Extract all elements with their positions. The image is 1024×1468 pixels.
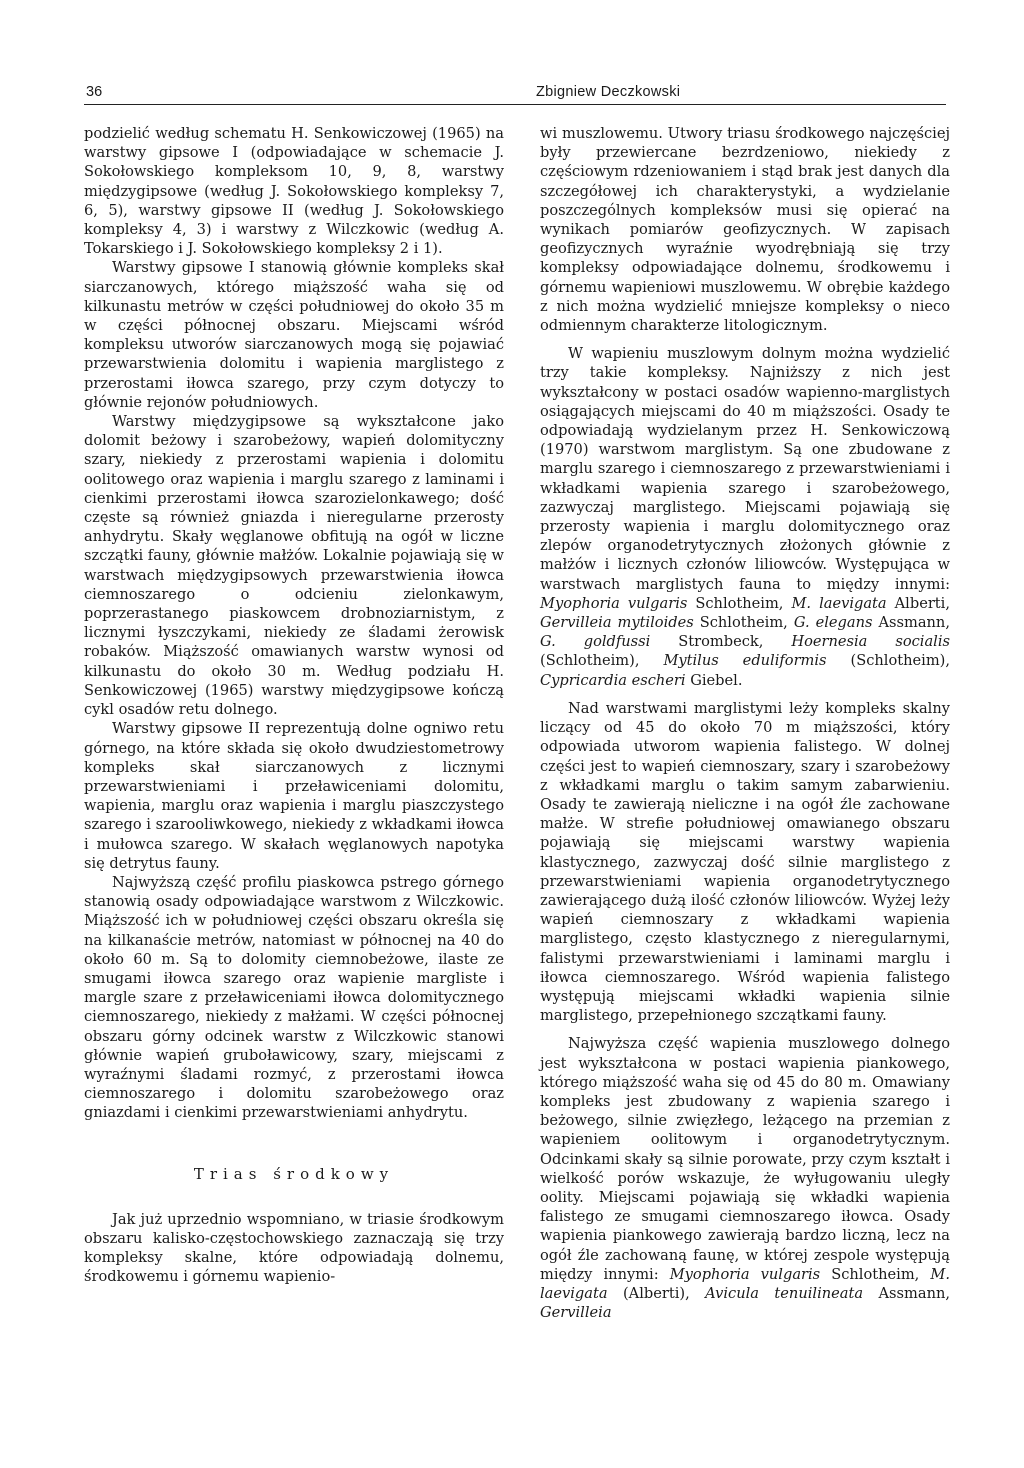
paragraph: Warstwy gipsowe I stanowią głównie kompleks skał siarczanowych, którego miąższość waha się od kilkunastu metrów w części południowej do około 35 m w części północnej obszaru. Miejscami wśród kompleksu utworów siarczanowych mogą się pojawiać przewarstwienia dolomitu i wapienia marglistego z przerostami iłowca szarego, przy czym dotyczy to głównie rejonów południowych.	[84, 259, 504, 411]
right-column	[540, 124, 950, 1322]
taxon-name: Gervilleia	[540, 1304, 612, 1322]
paragraph-text: Schlotheim,	[820, 1265, 931, 1283]
paragraph: wi muszlowemu. Utwory triasu środkowego najczęściej były przewiercane bezrdzeniowo, niekiedy z częściowym rdzeniowaniem i stąd brak jest danych dla szczegółowej ich charakterystyki, a wydzielanie poszczególnych kompleksów musi się opierać na wynikach pomiarów geofizycznych. W zapisach geofizycznych wyraźnie wyodrębniają się trzy kompleksy odpowiadające dolnemu, środkowemu i górnemu wapieniowi muszlowemu. W obrębie każdego z nich można wydzielić mniejsze kompleksy o nieco odmiennym charakterze litologicznym.	[540, 125, 950, 335]
taxon-name: M. laevigata	[791, 594, 887, 612]
paragraph-text: (Alberti),	[607, 1284, 706, 1302]
paragraph-text: Giebel.	[685, 671, 743, 689]
taxon-name: Cypricardia escheri	[540, 671, 686, 689]
paragraph: Nad warstwami marglistymi leży kompleks skalny liczący od 45 do około 70 m miąższości, który odpowiada utworom wapienia falistego. W dolnej części jest to wapień ciemnoszary, szary i szarobeżowy z wkładkami marglu o takim samym zabarwieniu. Osady te zawierają nieliczne i na ogół źle zachowane małże. W strefie południowej omawianego obszaru pojawiają się miejscami warstwy wapienia klastycznego, zazwyczaj dość silnie marglistego z przewarstwieniami wapienia organodetrytycznego zawierającego dużą ilość członów liliowców. Wyżej leży wapień ciemnoszary z wkładkami wapienia marglistego, często klastycznego z nieregularnymi, falistymi przewarstwieniami i laminami marglu i iłowca ciemnoszarego. Wśród wapienia falistego występują miejscami wkładki wapienia silnie marglistego, przepełnionego szczątkami fauny.	[540, 699, 950, 1025]
paragraph: Warstwy międzygipsowe są wykształcone jako dolomit beżowy i szarobeżowy, wapień dolomityczny szary, niekiedy z przerostami wapienia i dolomitu oolitowego oraz wapienia i marglu szarego z laminami i cienkimi przerostami iłowca szarozielonkawego; dość częste są również gniazda i nieregularne przerosty anhydrytu. Skały węglanowe obfitują na ogół w liczne szczątki fauny, głównie małżów. Lokalnie pojawiają się w warstwach międzygipsowych przewarstwienia iłowca ciemnoszarego o odcieniu zielonkawym, poprzerastanego piaskowcem drobnoziarnistym, z licznymi łyszczykami, niekiedy ze śladami żerowisk robaków. Miąższość omawianych warstw wynosi od kilkunastu do około 30 m. Według podziału H. Senkowiczowej (1965) warstwy międzygipsowe kończą cykl osadów retu dolnego.	[84, 413, 504, 719]
paragraph-text: Schlotheim,	[693, 614, 794, 632]
left-column	[84, 124, 504, 1287]
paragraph: Warstwy gipsowe II reprezentują dolne ogniwo retu górnego, na które składa się około dwudziestometrowy kompleks skał siarczanowych z licznymi przewarstwieniami i przeławiceniami dolomitu, wapienia, marglu oraz wapienia i marglu piaszczystego szarego i szarooliwkowego, niekiedy z wkładkami iłowca i mułowca szarego. W skałach węglanowych napotyka się detrytus fauny.	[84, 720, 504, 872]
paragraph-text: Schlotheim,	[687, 594, 792, 612]
taxon-name: M. laevigata	[540, 1265, 950, 1302]
page-header	[84, 84, 946, 105]
taxon-name: Avicula tenuilineata	[705, 1284, 864, 1302]
paragraph-text: Strombeck,	[650, 633, 792, 651]
paragraph-text: (Schlotheim),	[826, 652, 950, 670]
taxon-name: Mytilus eduliformis	[663, 652, 827, 670]
paragraph-fauna-list	[540, 1034, 950, 1322]
taxon-name: G. elegans	[793, 614, 873, 632]
paragraph-fauna-list	[540, 344, 950, 690]
taxon-name: Myophoria vulgaris	[669, 1265, 821, 1283]
paragraph: podzielić według schematu H. Senkowiczowej (1965) na warstwy gipsowe I (odpowiadające w schemacie J. Sokołowskiego kompleksom 10, 9, 8, warstwy międzygipsowe (według J. Sokołowskiego kompleksy 7, 6, 5), warstwy gipsowe II (według J. Sokołowskiego kompleksy 4, 3) i warstwy z Wilczkowic (według A. Tokarskiego i J. Sokołowskiego kompleksy 2 i 1).	[84, 125, 504, 258]
paragraph: Jak już uprzednio wspomniano, w triasie środkowym obszaru kalisko-częstochowskiego zaznaczają się trzy kompleksy skalne, które odpowiadają dolnemu, środkowemu i górnemu wapienio-	[84, 1210, 504, 1286]
taxon-name: Myophoria vulgaris	[540, 594, 688, 612]
paragraph-text: Alberti,	[886, 594, 950, 612]
taxon-name: Hoernesia socialis	[791, 633, 950, 651]
paragraph: Najwyższą część profilu piaskowca pstrego górnego stanowią osady odpowiadające warstwom z Wilczkowic. Miąższość ich w południowej części obszaru określa się na kilkanaście metrów, natomiast w północnej na 40 do około 60 m. Są to dolomity ciemnobeżowe, ilaste ze smugami iłowca szarego oraz wapienie margliste i margle szare z przeławiceniami iłowca dolomitycznego ciemnoszarego, niekiedy z małżami. W części północnej obszaru górny odcinek warstw z Wilczkowic stanowi głównie wapień gruboławicowy, szary, miejscami z wyraźnymi śladami rozmyć, z przerostami iłowca ciemnoszarego i dolomitu szarobeżowego oraz gniazdami i cienkimi przewarstwieniami anhydrytu.	[84, 873, 504, 1122]
paragraph-text: Assmann,	[863, 1284, 950, 1302]
paragraph-text: W wapieniu muszlowym dolnym można wydzielić trzy takie kompleksy. Najniższy z nich jest wykształcony w postaci osadów wapienno-marglistych osiągających miejscami do 40 m miąższości. Osady te odpowiadają wydzielanym przez H. Senkowiczową (1970) warstwom marglistym. Są one zbudowane z marglu szarego i ciemnoszarego z przewarstwieniami i wkładkami wapienia szarego i szarobeżowego, zazwyczaj marglistego. Miejscami pojawiają się przerosty wapienia i marglu dolomitycznego oraz zlepów organodetrytycznych złożonych głównie z małżów i licznych członów liliowców. Występująca w warstwach marglistych fauna to między innymi:	[540, 345, 950, 593]
paragraph-text: Assmann,	[872, 614, 950, 632]
taxon-name: G. goldfussi	[540, 633, 651, 651]
running-head-author: Zbigniew Deczkowski	[536, 84, 681, 100]
paragraph-text: (Schlotheim),	[540, 652, 664, 670]
paragraph-text: Najwyższa część wapienia muszlowego dolnego jest wykształcona w postaci wapienia piankowego, którego miąższość waha się od 45 do 80 m. Omawiany kompleks jest zbudowany z wapienia szarego i beżowego, silnie zwięzłego, leżącego na przemian z wapieniem oolitowym i organodetrytycznym. Odcinkami skały są silnie porowate, przy czym kształt i wielkość porów wskazuje, że wyługowaniu uległy oolity. Miejscami pojawiają się wkładki wapienia falistego ze smugami ciemnoszarego iłowca. Osady wapienia piankowego zawierają bardzo liczną, lecz na ogół źle zachowaną faunę, w której zespole występują między innymi:	[540, 1035, 950, 1283]
section-title: Trias środkowy	[193, 1164, 395, 1183]
taxon-name: Gervilleia mytiloides	[540, 614, 694, 632]
page-number: 36	[86, 84, 103, 100]
